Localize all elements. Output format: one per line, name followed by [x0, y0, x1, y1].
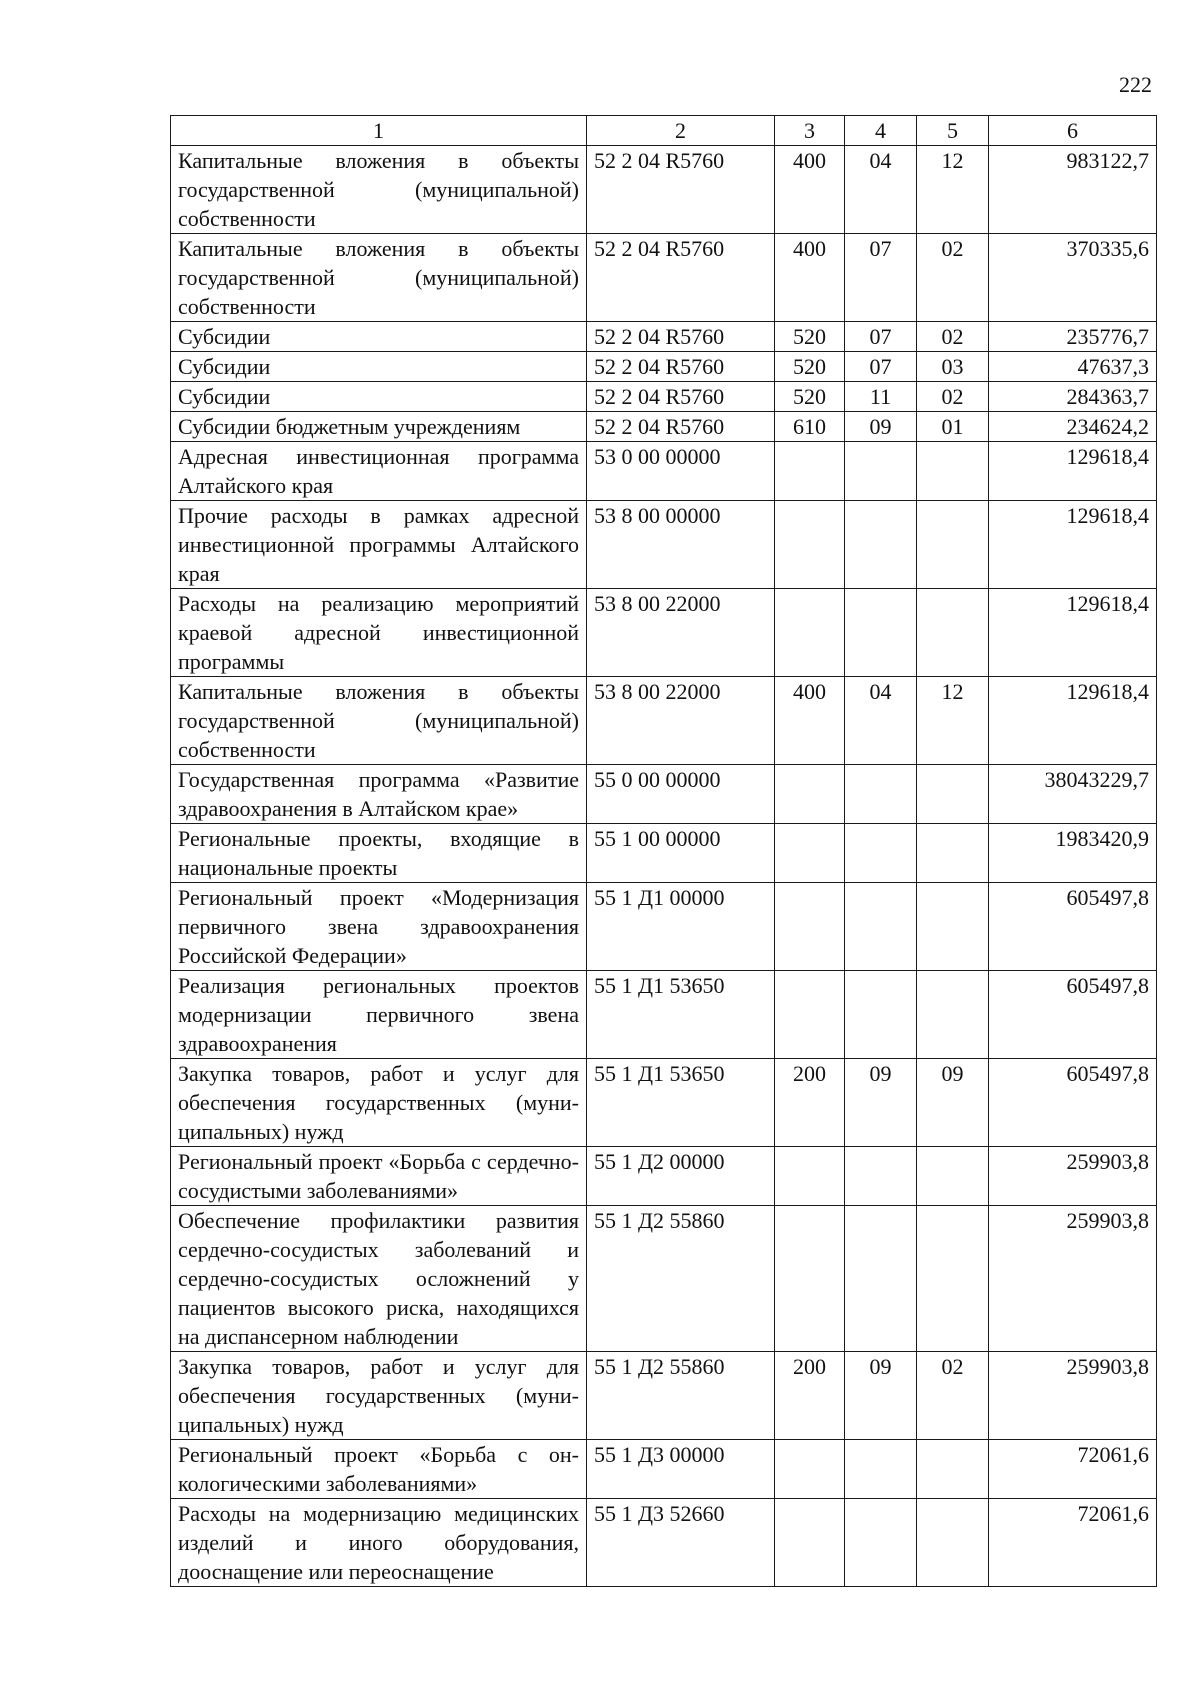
type-code	[775, 824, 845, 883]
type-code: 520	[775, 352, 845, 382]
type-code	[775, 1440, 845, 1499]
amount: 259903,8	[989, 1352, 1157, 1440]
amount: 605497,8	[989, 971, 1157, 1059]
target-code: 52 2 04 R5760	[587, 234, 775, 322]
section-code	[845, 442, 917, 501]
table-row	[171, 1440, 1157, 1499]
column-header: 1	[171, 116, 587, 146]
section-code: 04	[845, 146, 917, 234]
subsection-code	[917, 589, 989, 677]
table-row	[171, 1206, 1157, 1352]
table-body	[171, 146, 1157, 1587]
target-code: 55 1 Д3 52660	[587, 1499, 775, 1587]
amount: 605497,8	[989, 1059, 1157, 1147]
subsection-code: 02	[917, 1352, 989, 1440]
type-code	[775, 971, 845, 1059]
type-code: 520	[775, 322, 845, 352]
column-header: 6	[989, 116, 1157, 146]
type-code	[775, 1499, 845, 1587]
amount: 129618,4	[989, 589, 1157, 677]
type-code	[775, 765, 845, 824]
amount: 259903,8	[989, 1206, 1157, 1352]
section-code	[845, 1206, 917, 1352]
amount: 38043229,7	[989, 765, 1157, 824]
type-code: 400	[775, 677, 845, 765]
amount: 370335,6	[989, 234, 1157, 322]
target-code: 55 1 Д3 00000	[587, 1440, 775, 1499]
column-header: 3	[775, 116, 845, 146]
target-code: 52 2 04 R5760	[587, 352, 775, 382]
amount: 605497,8	[989, 883, 1157, 971]
type-code	[775, 1206, 845, 1352]
section-code: 11	[845, 382, 917, 412]
section-code: 07	[845, 352, 917, 382]
subsection-code: 02	[917, 234, 989, 322]
section-code	[845, 1147, 917, 1206]
target-code: 53 8 00 00000	[587, 501, 775, 589]
section-code: 09	[845, 1059, 917, 1147]
table-row	[171, 146, 1157, 234]
target-code: 55 1 Д2 55860	[587, 1206, 775, 1352]
expense-name: Региональные проекты, входящие в национальные проекты	[171, 824, 587, 883]
subsection-code	[917, 824, 989, 883]
table-row	[171, 824, 1157, 883]
expense-name: Расходы на реализацию мероприятий краевой адресной инвестиционной программы	[171, 589, 587, 677]
subsection-code: 03	[917, 352, 989, 382]
type-code	[775, 501, 845, 589]
amount: 284363,7	[989, 382, 1157, 412]
type-code: 200	[775, 1059, 845, 1147]
column-header: 5	[917, 116, 989, 146]
expense-name: Капитальные вложения в объекты государственной (муниципальной) собственности	[171, 234, 587, 322]
section-code: 04	[845, 677, 917, 765]
expense-name: Прочие расходы в рамках адресной инвестиционной программы Алтайского края	[171, 501, 587, 589]
column-header-row	[171, 116, 1157, 146]
page-number: 222	[1119, 72, 1152, 97]
table-row	[171, 1352, 1157, 1440]
expense-name: Реализация региональных проектов модернизации первичного звена здравоохранения	[171, 971, 587, 1059]
amount: 983122,7	[989, 146, 1157, 234]
target-code: 53 8 00 22000	[587, 677, 775, 765]
target-code: 52 2 04 R5760	[587, 412, 775, 442]
amount: 129618,4	[989, 677, 1157, 765]
table-row	[171, 589, 1157, 677]
target-code: 55 1 00 00000	[587, 824, 775, 883]
target-code: 55 1 Д1 53650	[587, 1059, 775, 1147]
expense-name: Закупка товаров, работ и услуг для обеспечения государственных (муниципальных) нужд	[171, 1352, 587, 1440]
expense-name: Капитальные вложения в объекты государственной (муниципальной) собственности	[171, 677, 587, 765]
amount: 129618,4	[989, 442, 1157, 501]
type-code	[775, 883, 845, 971]
section-code: 07	[845, 234, 917, 322]
target-code: 52 2 04 R5760	[587, 322, 775, 352]
expense-name: Закупка товаров, работ и услуг для обеспечения государственных (муниципальных) нужд	[171, 1059, 587, 1147]
section-code	[845, 971, 917, 1059]
amount: 235776,7	[989, 322, 1157, 352]
amount: 234624,2	[989, 412, 1157, 442]
column-header: 4	[845, 116, 917, 146]
target-code: 53 8 00 22000	[587, 589, 775, 677]
expense-name: Региональный проект «Модернизация первичного звена здравоохранения Российской Федерации»	[171, 883, 587, 971]
section-code	[845, 883, 917, 971]
type-code: 400	[775, 234, 845, 322]
expense-name: Субсидии бюджетным учреждениям	[171, 412, 587, 442]
target-code: 52 2 04 R5760	[587, 382, 775, 412]
section-code: 09	[845, 1352, 917, 1440]
subsection-code: 02	[917, 322, 989, 352]
type-code	[775, 1147, 845, 1206]
table-row	[171, 234, 1157, 322]
amount: 72061,6	[989, 1440, 1157, 1499]
table-row	[171, 352, 1157, 382]
target-code: 52 2 04 R5760	[587, 146, 775, 234]
amount: 72061,6	[989, 1499, 1157, 1587]
expense-name: Государственная программа «Развитие здравоохранения в Алтайском крае»	[171, 765, 587, 824]
amount: 259903,8	[989, 1147, 1157, 1206]
subsection-code: 01	[917, 412, 989, 442]
target-code: 55 1 Д2 55860	[587, 1352, 775, 1440]
section-code	[845, 1499, 917, 1587]
type-code	[775, 589, 845, 677]
subsection-code: 12	[917, 677, 989, 765]
type-code: 610	[775, 412, 845, 442]
amount: 47637,3	[989, 352, 1157, 382]
section-code	[845, 589, 917, 677]
expense-name: Адресная инвестиционная программа Алтайского края	[171, 442, 587, 501]
target-code: 55 1 Д2 00000	[587, 1147, 775, 1206]
subsection-code	[917, 1440, 989, 1499]
amount: 1983420,9	[989, 824, 1157, 883]
column-header: 2	[587, 116, 775, 146]
section-code	[845, 501, 917, 589]
expense-name: Субсидии	[171, 352, 587, 382]
expense-name: Региональный проект «Борьба с сердечно-сосудистыми заболеваниями»	[171, 1147, 587, 1206]
section-code: 09	[845, 412, 917, 442]
subsection-code: 12	[917, 146, 989, 234]
table-row	[171, 765, 1157, 824]
section-code: 07	[845, 322, 917, 352]
target-code: 55 1 Д1 53650	[587, 971, 775, 1059]
subsection-code	[917, 765, 989, 824]
table-row	[171, 971, 1157, 1059]
table-row	[171, 1499, 1157, 1587]
type-code	[775, 442, 845, 501]
table-row	[171, 322, 1157, 352]
table-row	[171, 442, 1157, 501]
table-row	[171, 1059, 1157, 1147]
type-code: 200	[775, 1352, 845, 1440]
subsection-code: 02	[917, 382, 989, 412]
type-code: 400	[775, 146, 845, 234]
subsection-code	[917, 1147, 989, 1206]
subsection-code	[917, 501, 989, 589]
table-row	[171, 382, 1157, 412]
table-row	[171, 883, 1157, 971]
expense-name: Расходы на модернизацию медицинских изделий и иного оборудования, дооснащение или переоснащение	[171, 1499, 587, 1587]
expense-name: Субсидии	[171, 382, 587, 412]
subsection-code	[917, 1499, 989, 1587]
subsection-code	[917, 442, 989, 501]
section-code	[845, 1440, 917, 1499]
target-code: 53 0 00 00000	[587, 442, 775, 501]
budget-table	[170, 115, 1157, 1587]
subsection-code: 09	[917, 1059, 989, 1147]
expense-name: Обеспечение профилактики развития сердечно-сосудистых заболеваний и сердечно-сосудистых осложнений у пациентов высокого риска, находящихся на диспансерном наблюдении	[171, 1206, 587, 1352]
amount: 129618,4	[989, 501, 1157, 589]
subsection-code	[917, 883, 989, 971]
table-row	[171, 1147, 1157, 1206]
target-code: 55 1 Д1 00000	[587, 883, 775, 971]
table-row	[171, 412, 1157, 442]
type-code: 520	[775, 382, 845, 412]
subsection-code	[917, 1206, 989, 1352]
section-code	[845, 765, 917, 824]
table-row	[171, 501, 1157, 589]
table-row	[171, 677, 1157, 765]
expense-name: Субсидии	[171, 322, 587, 352]
expense-name: Капитальные вложения в объекты государственной (муниципальной) собственности	[171, 146, 587, 234]
target-code: 55 0 00 00000	[587, 765, 775, 824]
subsection-code	[917, 971, 989, 1059]
expense-name: Региональный проект «Борьба с онкологическими заболеваниями»	[171, 1440, 587, 1499]
section-code	[845, 824, 917, 883]
